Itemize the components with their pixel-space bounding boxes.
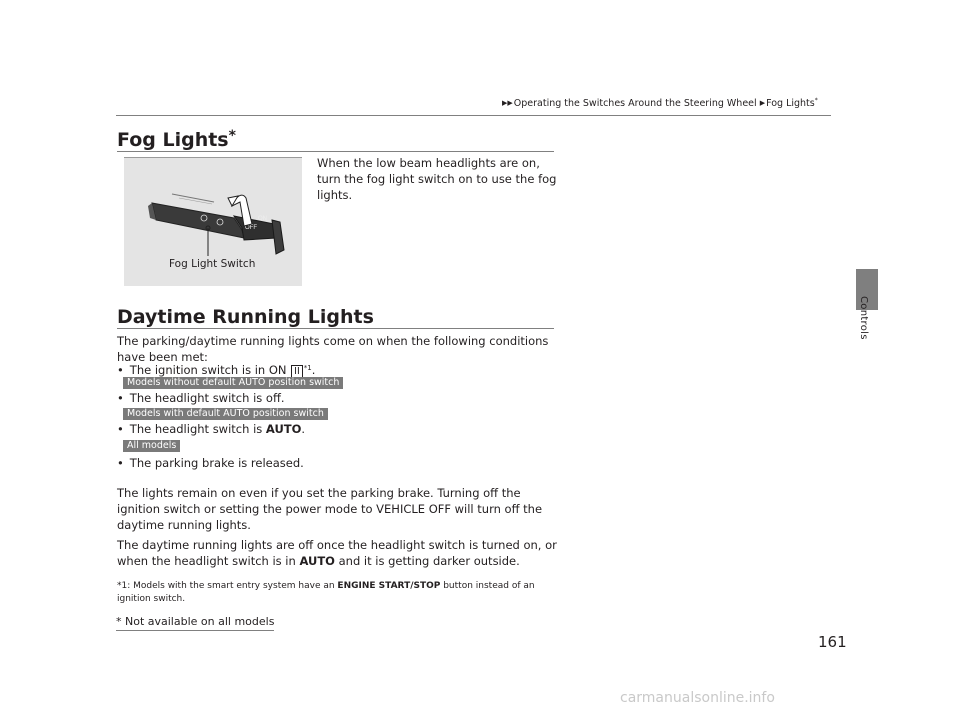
drl-paragraph-2 (117, 537, 562, 569)
footnote-bold: ENGINE START/STOP (337, 581, 441, 591)
arrow-icon: ▶ (759, 99, 766, 107)
bullet-text: The headlight switch is off. (129, 391, 285, 405)
switch-off-marking: OFF (245, 225, 257, 231)
footnote (117, 580, 562, 606)
bullet-text: The headlight switch is (129, 422, 266, 436)
fog-heading-rule (117, 151, 554, 152)
footnote-ref: *1 (303, 364, 312, 372)
switch-on-marking: ON (258, 216, 267, 222)
bullet-text: The ignition switch is in ON (129, 363, 291, 377)
not-available-note: * Not available on all models (116, 615, 275, 628)
side-tab-label: Controls (858, 296, 869, 340)
drl-heading: Daytime Running Lights (117, 306, 374, 328)
fog-description: When the low beam headlights are on, turn the fog light switch on to use the fog lights. (317, 156, 557, 202)
bullet-dot: • (117, 391, 124, 405)
bullet-headlight-off (117, 390, 285, 406)
fog-lights-title: Fog Lights (117, 129, 229, 151)
bullet-bold: AUTO (265, 422, 302, 436)
para2-bold: AUTO (299, 554, 335, 568)
tag-models-without-auto: Models without default AUTO position switch (123, 377, 343, 389)
breadcrumb-star: * (814, 97, 818, 104)
footnote-text-end: button instead of an ignition switch. (117, 581, 535, 604)
page-number: 161 (818, 633, 847, 651)
bullet-dot: • (117, 422, 124, 436)
para2-text-end: and it is getting darker outside. (334, 554, 520, 568)
double-arrow-icon: ▶▶ (502, 99, 513, 107)
breadcrumb-section[interactable]: Operating the Switches Around the Steering Wheel (513, 98, 757, 109)
bullet-headlight-auto (117, 421, 305, 437)
breadcrumb-current[interactable]: Fog Lights (766, 98, 815, 109)
bullet-text-end: . (301, 422, 306, 436)
breadcrumb (502, 97, 818, 109)
tag-all-models: All models (123, 440, 180, 452)
footnote-text: *1: Models with the smart entry system have an (117, 581, 338, 591)
bullet-dot: • (117, 456, 124, 470)
fog-lights-star: * (228, 128, 236, 144)
fog-lights-heading (117, 128, 236, 151)
header-rule (116, 115, 831, 116)
ignition-position-key: II (291, 365, 303, 378)
drl-paragraph-1: The lights remain on even if you set the parking brake. Turning off the ignition switch or setting the power mode to VEHICLE OFF will turn off the daytime running lights. (117, 486, 543, 532)
bullet-dot: • (117, 363, 124, 377)
watermark: carmanualsonline.info (620, 690, 775, 706)
drl-heading-rule (117, 328, 554, 329)
para2-text: The daytime running lights are off once the headlight switch is turned on, or when the headlight switch is in (117, 538, 557, 568)
footer-rule (116, 630, 274, 631)
bullet-ignition (117, 360, 315, 378)
figure-caption: Fog Light Switch (169, 258, 256, 270)
bullet-text: The parking brake is released. (129, 456, 304, 470)
tag-models-with-auto: Models with default AUTO position switch (123, 408, 328, 420)
bullet-text-end: . (311, 363, 316, 377)
drl-intro: The parking/daytime running lights come on when the following conditions have been met: (117, 334, 549, 364)
bullet-parking-brake (117, 455, 304, 471)
